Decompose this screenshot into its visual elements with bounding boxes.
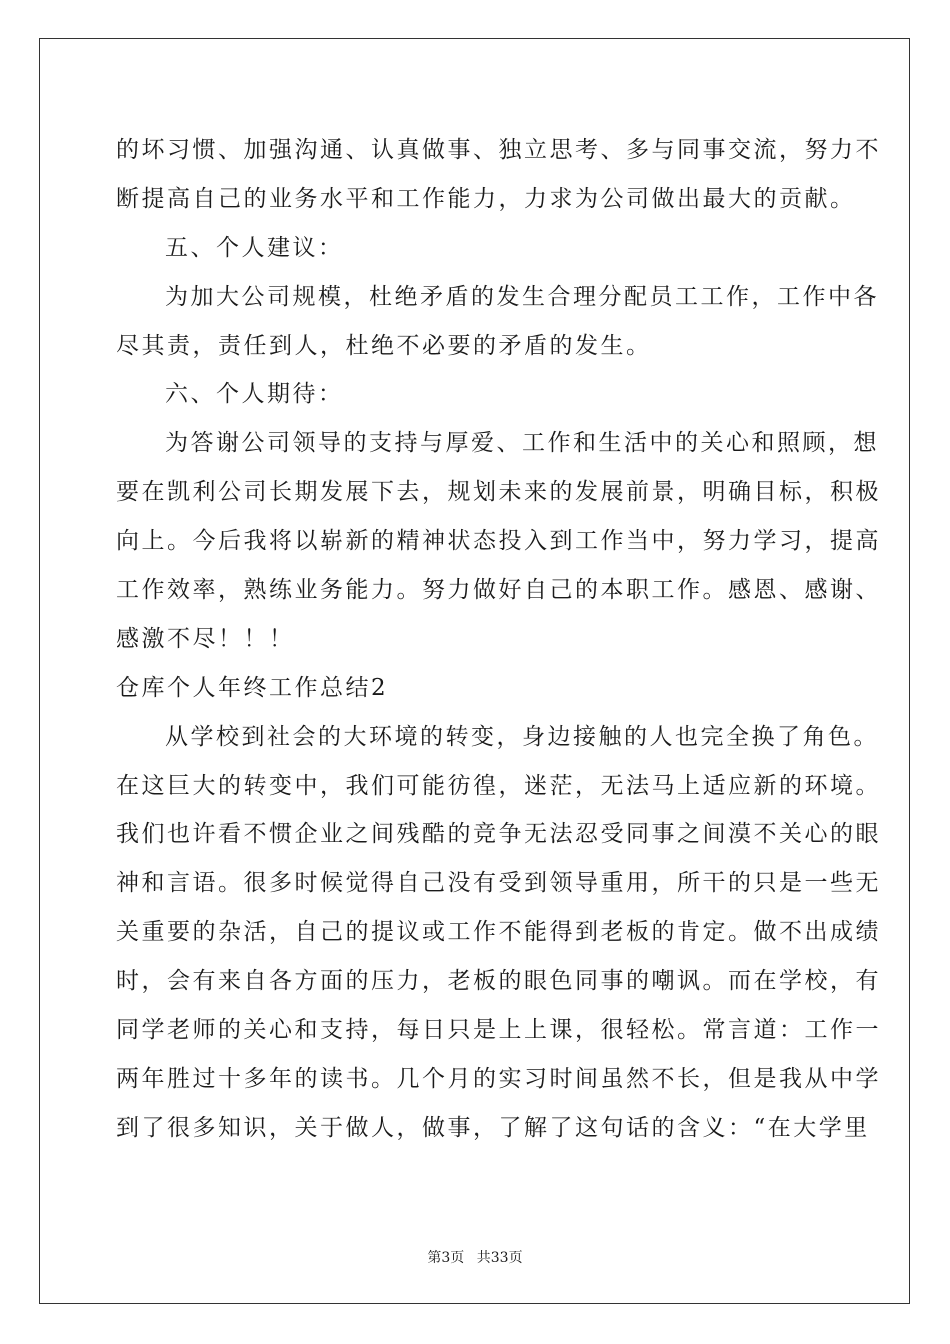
text-line: 我们也许看不惯企业之间残酷的竞争无法忍受同事之间漠不关心的眼	[116, 821, 881, 848]
text-line: 的坏习惯、加强沟通、认真做事、独立思考、多与同事交流，努力不	[116, 137, 881, 163]
text-line: 在这巨大的转变中，我们可能彷徨，迷茫，无法马上适应新的环境。	[116, 772, 881, 799]
page-number: 第3页	[427, 1250, 465, 1266]
text-line: 神和言语。很多时候觉得自己没有受到领导重用，所干的只是一些无	[116, 870, 881, 897]
text-line: 到了很多知识，关于做人，做事，了解了这句话的含义：“在大学里	[116, 1114, 870, 1141]
text-line: 断提高自己的业务水平和工作能力，力求为公司做出最大的贡献。	[116, 185, 856, 212]
text-line: 为加大公司规模，杜绝矛盾的发生合理分配员工工作，工作中各	[165, 283, 879, 310]
text-line: 同学老师的关心和支持，每日只是上上课，很轻松。常言道：工作一	[116, 1017, 881, 1044]
text-line: 向上。今后我将以崭新的精神状态投入到工作当中，努力学习，提高	[116, 528, 881, 555]
text-line: 五、个人建议：	[165, 234, 344, 261]
document-body	[116, 126, 881, 1153]
text-line: 尽其责，责任到人，杜绝不必要的矛盾的发生。	[116, 332, 652, 359]
text-line: 感激不尽！！！	[116, 625, 295, 652]
page-footer	[0, 1247, 950, 1267]
text-line: 为答谢公司领导的支持与厚爱、工作和生活中的关心和照顾，想	[165, 430, 879, 457]
text-line: 工作效率，熟练业务能力。努力做好自己的本职工作。感恩、感谢、	[116, 577, 881, 604]
text-line: 六、个人期待：	[165, 381, 344, 408]
text-line: 从学校到社会的大环境的转变，身边接触的人也完全换了角色。	[165, 723, 879, 750]
text-line: 关重要的杂活，自己的提议或工作不能得到老板的肯定。做不出成绩	[116, 919, 881, 946]
text-line: 要在凯利公司长期发展下去，规划未来的发展前景，明确目标，积极	[116, 479, 881, 506]
page-total: 共33页	[476, 1250, 523, 1266]
text-line: 时，会有来自各方面的压力，老板的眼色同事的嘲讽。而在学校，有	[116, 968, 881, 995]
text-line: 两年胜过十多年的读书。几个月的实习时间虽然不长，但是我从中学	[116, 1065, 881, 1092]
text-line: 仓库个人年终工作总结2	[116, 674, 389, 701]
